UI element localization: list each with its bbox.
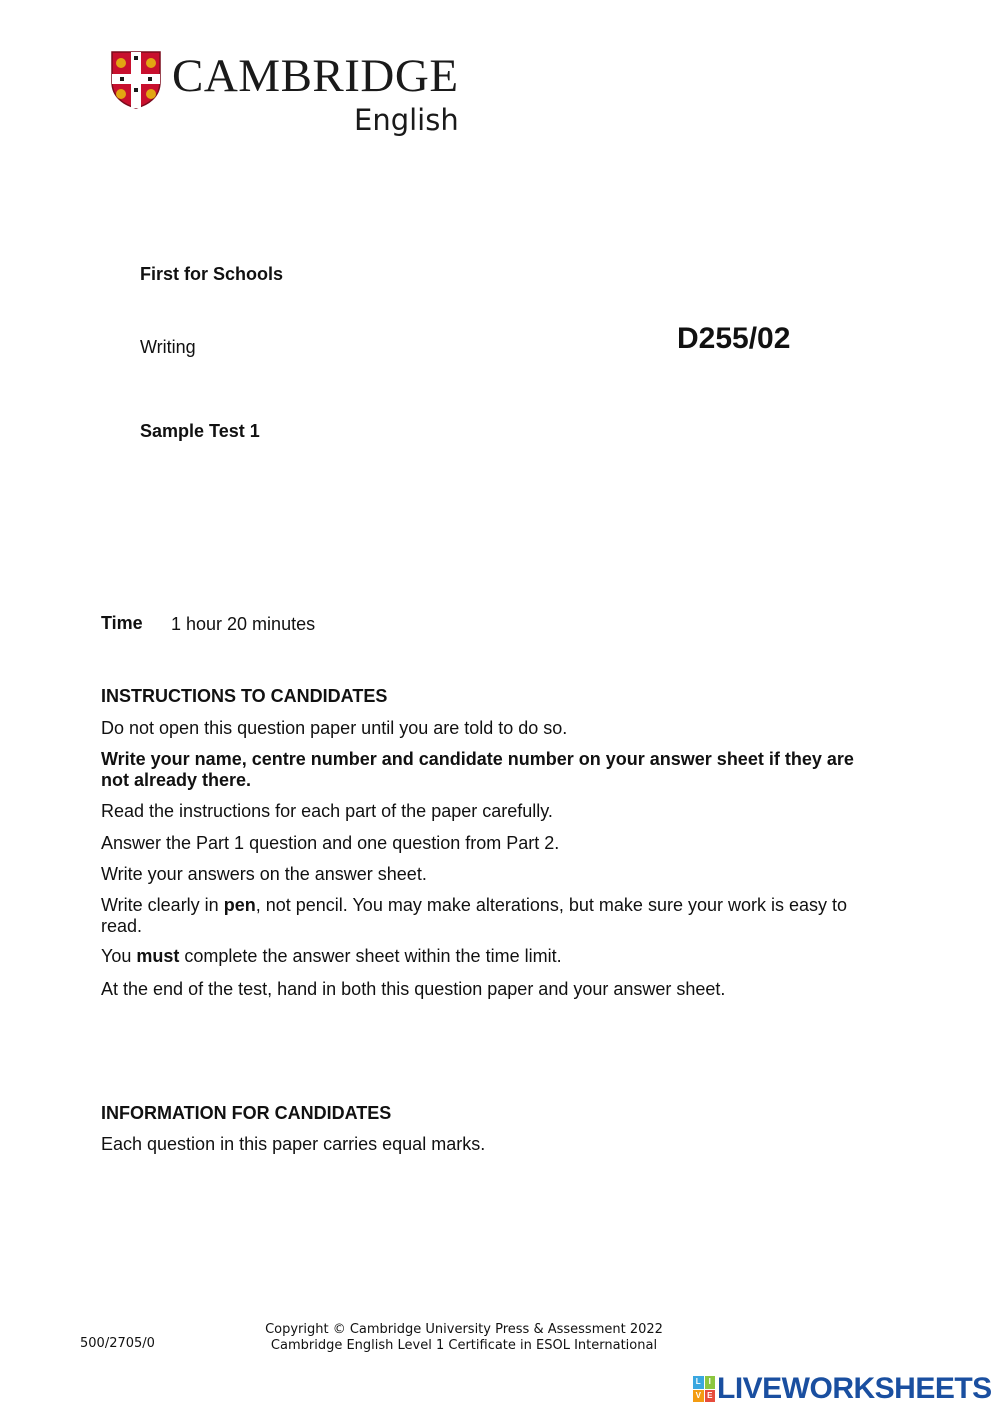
instruction-line-bold: Write your name, centre number and candidate number on your answer sheet if they are not already there. (101, 749, 854, 790)
instruction-line: Do not open this question paper until you are told to do so. (101, 718, 568, 738)
time-value: 1 hour 20 minutes (171, 614, 316, 634)
cambridge-shield-icon (110, 50, 162, 110)
instruction-text: You (101, 946, 137, 966)
instruction-text: complete the answer sheet within the time limit. (179, 946, 562, 966)
footer-copyright: Copyright © Cambridge University Press & Assessment 2022 (265, 1322, 663, 1337)
exam-name: First for Schools (140, 264, 284, 284)
liveworksheets-icon (693, 1376, 715, 1402)
instruction-emphasis: pen (223, 895, 256, 915)
icon-letter-i: I (705, 1376, 716, 1389)
paper-name: Writing (140, 337, 196, 357)
footer-certificate: Cambridge English Level 1 Certificate in ESOL International (270, 1338, 658, 1353)
instruction-line: Read the instructions for each part of the paper carefully. (101, 801, 553, 821)
liveworksheets-text: LIVEWORKSHEETS (717, 1372, 992, 1405)
logo-subtitle: English (354, 103, 459, 137)
time-label: Time (101, 613, 143, 633)
logo-wordmark: CAMBRIDGE (172, 50, 459, 102)
information-line: Each question in this paper carries equal marks. (101, 1134, 486, 1154)
instruction-emphasis: must (136, 946, 180, 966)
instruction-line: Answer the Part 1 question and one question from Part 2. (101, 833, 560, 853)
instruction-line: Write your answers on the answer sheet. (101, 864, 427, 884)
liveworksheets-watermark[interactable] (693, 1373, 992, 1405)
cambridge-english-logo (108, 48, 468, 143)
instructions-heading: INSTRUCTIONS TO CANDIDATES (101, 686, 388, 706)
instruction-line-pen (101, 895, 881, 937)
information-heading: INFORMATION FOR CANDIDATES (101, 1103, 392, 1123)
instruction-text: , not pencil. You may make alterations, but make sure your work is easy to read. (101, 895, 848, 936)
instruction-text: Write clearly in (101, 895, 224, 915)
instruction-line-must (101, 946, 881, 967)
footer-code: 500/2705/0 (80, 1336, 155, 1351)
instruction-line: At the end of the test, hand in both this question paper and your answer sheet. (101, 979, 726, 999)
icon-letter-v: V (693, 1390, 704, 1403)
icon-letter-l: L (693, 1376, 704, 1389)
icon-letter-e: E (705, 1390, 716, 1403)
test-name: Sample Test 1 (140, 421, 260, 441)
paper-code: D255/02 (677, 322, 791, 355)
